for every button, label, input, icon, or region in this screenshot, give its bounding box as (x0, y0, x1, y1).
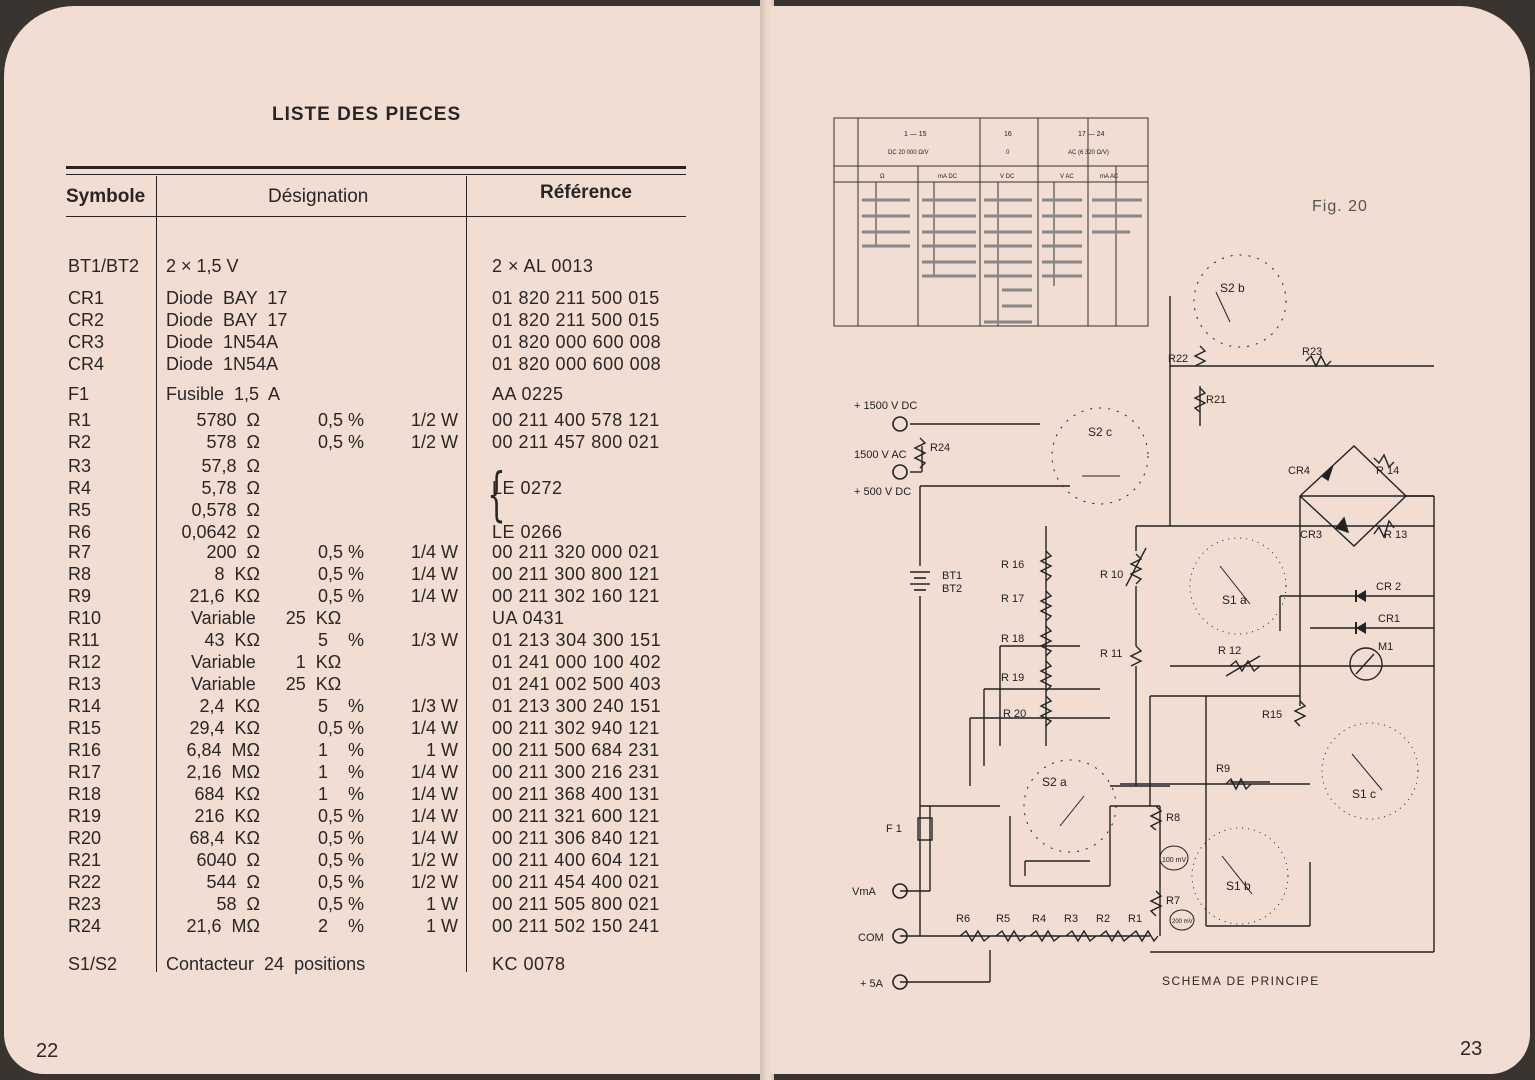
cell-des: Diode BAY 17 (166, 288, 288, 308)
cell-pow: 1/4 W (410, 828, 458, 848)
table-row (4, 256, 764, 278)
cell-val: 0,578 Ω (191, 500, 260, 520)
vma-terminal-label: VmA (852, 886, 876, 898)
cell-ref: 00 211 400 604 121 (492, 850, 660, 870)
cell-val: 6,84 MΩ (186, 740, 260, 760)
cell-val: 216 KΩ (194, 806, 260, 826)
cell-val: 5780 Ω (196, 410, 260, 430)
cell-tol: 0,5 % (318, 718, 365, 738)
svg-text:R22: R22 (1168, 353, 1189, 365)
cell-des: Variable 1 KΩ (166, 652, 342, 672)
cell-sym: R22 (68, 872, 102, 892)
svg-text:CR4: CR4 (1288, 465, 1311, 477)
input-1500v-dc-label: + 1500 V DC (854, 400, 918, 412)
svg-text:R7: R7 (1166, 895, 1181, 907)
cell-sym: R23 (68, 894, 102, 914)
cell-pow: 1/4 W (410, 586, 458, 606)
input-500v-dc-label: + 500 V DC (854, 486, 912, 498)
cell-ref: 00 211 505 800 021 (492, 894, 660, 914)
svg-text:R23: R23 (1302, 346, 1323, 358)
svg-text:R24: R24 (930, 442, 951, 454)
cell-pow: 1/2 W (410, 410, 458, 430)
cell-tol: 0,5 % (318, 828, 365, 848)
column-header-rule (66, 216, 686, 217)
switch-label: S1 c (1352, 787, 1377, 801)
cell-val: 2,4 KΩ (199, 696, 260, 716)
cell-pow: 1/4 W (410, 762, 458, 782)
table-group: 17 — 24 (1078, 131, 1105, 138)
cell-sym: R13 (68, 674, 102, 694)
table-row (4, 332, 764, 354)
cell-pow: 1/3 W (410, 696, 458, 716)
cell-sym: R18 (68, 784, 102, 804)
cell-pow: 1/4 W (410, 564, 458, 584)
table-row (4, 500, 764, 522)
table-row (4, 806, 764, 828)
table-sub: AC (6 320 Ω/V) (1068, 150, 1109, 156)
left-page (4, 6, 764, 1074)
svg-text:R 20: R 20 (1003, 708, 1027, 720)
table-row (4, 384, 764, 406)
cell-val: 6040 Ω (196, 850, 260, 870)
cell-sym: CR1 (68, 288, 105, 308)
cell-sym: S1/S2 (68, 954, 118, 974)
cell-ref: 00 211 300 216 231 (492, 762, 660, 782)
cell-sym: CR3 (68, 332, 105, 352)
page-title: LISTE DES PIECES (272, 104, 462, 125)
cell-pow: 1/3 W (410, 630, 458, 650)
svg-text:R3: R3 (1064, 913, 1079, 925)
cell-tol: 0,5 % (318, 586, 365, 606)
input-1500v-ac-label: 1500 V AC (854, 449, 907, 461)
header-reference: Référence (540, 182, 632, 203)
switch-label: S2 c (1088, 425, 1113, 439)
table-row (4, 850, 764, 872)
table-cell-marks (862, 200, 1142, 322)
rotary-switches (1024, 255, 1418, 924)
table-row (4, 432, 764, 454)
table-row (4, 916, 764, 938)
cell-sym: R16 (68, 740, 102, 760)
table-row (4, 542, 764, 564)
cell-ref: 00 211 320 000 021 (492, 542, 660, 562)
cell-des: Fusible 1,5 A (166, 384, 281, 404)
cell-ref: 2 × AL 0013 (492, 256, 594, 276)
table-row (4, 674, 764, 696)
meter-label: M1 (1378, 641, 1394, 653)
cell-val: 578 Ω (206, 432, 260, 452)
cell-pow: 1 W (425, 916, 458, 936)
table-row (4, 954, 764, 976)
battery-label: BT1 (942, 570, 963, 582)
cell-ref: 01 241 002 500 403 (492, 674, 662, 694)
table-unit: mA DC (938, 174, 958, 180)
table-row (4, 288, 764, 310)
header-symbol: Symbole (66, 186, 146, 207)
cell-pow: 1/2 W (410, 850, 458, 870)
cell-ref: 00 211 502 150 241 (492, 916, 660, 936)
cell-tol: 1 % (318, 762, 365, 782)
table-sub: 0 (1006, 150, 1010, 156)
figure-label: Fig. 20 (1312, 198, 1368, 215)
svg-text:R 12: R 12 (1218, 645, 1242, 657)
5a-terminal-label: + 5A (860, 978, 883, 990)
svg-text:R4: R4 (1032, 913, 1047, 925)
cell-sym: R15 (68, 718, 102, 738)
svg-text:R8: R8 (1166, 812, 1181, 824)
cell-des: Diode 1N54A (166, 332, 279, 352)
fuse-label: F 1 (886, 823, 902, 835)
cell-sym: R20 (68, 828, 102, 848)
cell-ref: 01 241 000 100 402 (492, 652, 662, 672)
cell-tol: 2 % (318, 916, 365, 936)
cell-ref: 00 211 300 800 121 (492, 564, 660, 584)
cell-val: 21,6 MΩ (186, 916, 260, 936)
svg-text:CR1: CR1 (1378, 613, 1401, 625)
table-unit: V DC (1000, 174, 1015, 180)
table-row (4, 630, 764, 652)
header-rule-thin (66, 174, 686, 175)
cell-sym: R6 (68, 522, 92, 542)
table-row (4, 784, 764, 806)
cell-sym: R19 (68, 806, 102, 826)
cell-ref: KC 0078 (492, 954, 566, 974)
cell-sym: R5 (68, 500, 92, 520)
cell-sym: F1 (68, 384, 90, 404)
svg-text:R 16: R 16 (1001, 559, 1025, 571)
battery-label: BT2 (942, 583, 963, 595)
cell-sym: R1 (68, 410, 92, 430)
table-row (4, 872, 764, 894)
cell-sym: R9 (68, 586, 92, 606)
table-row (4, 608, 764, 630)
terminals (893, 417, 907, 989)
cell-ref: 00 211 500 684 231 (492, 740, 660, 760)
table-row (4, 310, 764, 332)
cell-tol: 0,5 % (318, 542, 365, 562)
cell-pow: 1 W (425, 740, 458, 760)
table-row (4, 740, 764, 762)
cell-sym: R21 (68, 850, 102, 870)
cell-val: 5,78 Ω (201, 478, 260, 498)
svg-text:R2: R2 (1096, 913, 1111, 925)
table-row (4, 456, 764, 478)
mv-label: 100 mV (1162, 857, 1187, 864)
cell-ref: 00 211 368 400 131 (492, 784, 660, 804)
cell-val: 57,8 Ω (201, 456, 260, 476)
svg-text:CR 2: CR 2 (1376, 581, 1402, 593)
page-number-right: 23 (1460, 1038, 1483, 1060)
svg-text:R 19: R 19 (1001, 672, 1025, 684)
table-unit: mA AC (1100, 174, 1119, 180)
cell-sym: R2 (68, 432, 92, 452)
svg-text:CR3: CR3 (1300, 529, 1323, 541)
cell-val: 0,0642 Ω (181, 522, 260, 542)
cell-sym: BT1/BT2 (68, 256, 140, 276)
cell-sym: R8 (68, 564, 92, 584)
cell-ref: 00 211 306 840 121 (492, 828, 660, 848)
com-terminal-label: COM (858, 932, 884, 944)
table-row (4, 478, 764, 500)
cell-tol: 5 % (318, 696, 365, 716)
cell-ref: 00 211 321 600 121 (492, 806, 660, 826)
header-designation: Désignation (268, 186, 369, 207)
cell-sym: CR2 (68, 310, 105, 330)
table-row (4, 894, 764, 916)
schematic-diagram (770, 6, 1530, 1074)
table-row (4, 718, 764, 740)
cell-ref: UA 0431 (492, 608, 565, 628)
cell-des: Variable 25 KΩ (166, 674, 342, 694)
cell-pow: 1/4 W (410, 718, 458, 738)
cell-val: 21,6 KΩ (189, 586, 260, 606)
cell-val: 544 Ω (206, 872, 260, 892)
cell-ref: 01 820 000 600 008 (492, 354, 662, 374)
cell-tol: 0,5 % (318, 564, 365, 584)
cell-tol: 5 % (318, 630, 365, 650)
svg-text:R1: R1 (1128, 913, 1143, 925)
cell-pow: 1/2 W (410, 432, 458, 452)
cell-sym: R4 (68, 478, 92, 498)
cell-ref: LE 0272 (492, 478, 563, 498)
table-row (4, 828, 764, 850)
cell-tol: 0,5 % (318, 432, 365, 452)
cell-des: Contacteur 24 positions (166, 954, 366, 974)
svg-text:R 13: R 13 (1384, 529, 1408, 541)
cell-tol: 1 % (318, 784, 365, 804)
cell-ref: 01 213 304 300 151 (492, 630, 662, 650)
table-row (4, 762, 764, 784)
cell-sym: R12 (68, 652, 102, 672)
cell-val: 58 Ω (216, 894, 260, 914)
cell-sym: R3 (68, 456, 92, 476)
diodes (1356, 590, 1366, 634)
switch-label: S1 a (1222, 593, 1247, 607)
cell-ref: 00 211 302 160 121 (492, 586, 660, 606)
cell-pow: 1/4 W (410, 542, 458, 562)
switch-label: S2 a (1042, 775, 1067, 789)
table-row (4, 354, 764, 376)
header-rule-thick (66, 166, 686, 169)
table-row (4, 652, 764, 674)
switch-label: S2 b (1220, 281, 1245, 295)
svg-text:R 11: R 11 (1100, 648, 1123, 660)
svg-text:R 14: R 14 (1376, 465, 1400, 477)
cell-ref: 01 820 000 600 008 (492, 332, 662, 352)
cell-ref: LE 0266 (492, 522, 563, 542)
cell-val: 29,4 KΩ (189, 718, 260, 738)
cell-sym: R24 (68, 916, 102, 936)
table-group: 1 — 15 (904, 131, 927, 138)
table-unit: Ω (880, 174, 885, 180)
cell-des: Diode BAY 17 (166, 310, 288, 330)
cell-tol: 0,5 % (318, 410, 365, 430)
svg-text:R5: R5 (996, 913, 1011, 925)
battery (910, 572, 930, 590)
right-page (770, 6, 1530, 1074)
table-group: 16 (1004, 131, 1012, 138)
cell-val: 43 KΩ (204, 630, 260, 650)
cell-sym: R10 (68, 608, 102, 628)
page-number-left: 22 (36, 1040, 59, 1062)
cell-ref: 00 211 457 800 021 (492, 432, 660, 452)
cell-sym: R14 (68, 696, 102, 716)
cell-ref: 00 211 454 400 021 (492, 872, 660, 892)
cell-pow: 1 W (425, 894, 458, 914)
cell-pow: 1/4 W (410, 806, 458, 826)
cell-sym: R7 (68, 542, 92, 562)
table-sub: DC 20 000 Ω/V (888, 150, 929, 156)
table-row (4, 522, 764, 544)
cell-pow: 1/4 W (410, 784, 458, 804)
cell-sym: R17 (68, 762, 102, 782)
cell-des: 2 × 1,5 V (166, 256, 239, 276)
cell-ref: 01 820 211 500 015 (492, 288, 660, 308)
table-row (4, 564, 764, 586)
cell-val: 684 KΩ (194, 784, 260, 804)
cell-tol: 0,5 % (318, 872, 365, 892)
cell-ref: 00 211 302 940 121 (492, 718, 660, 738)
component-labels (930, 346, 1407, 925)
brace-symbol: { (487, 460, 506, 528)
svg-text:R6: R6 (956, 913, 971, 925)
mv-label: 200 mV (1172, 919, 1193, 925)
table-unit: V AC (1060, 174, 1074, 180)
schematic-caption: SCHEMA DE PRINCIPE (1162, 974, 1320, 988)
cell-ref: 01 213 300 240 151 (492, 696, 662, 716)
switch-label: S1 b (1226, 879, 1251, 893)
table-row (4, 586, 764, 608)
cell-des: Variable 25 KΩ (166, 608, 342, 628)
cell-tol: 0,5 % (318, 850, 365, 870)
svg-text:R9: R9 (1216, 763, 1231, 775)
svg-text:R21: R21 (1206, 394, 1227, 406)
svg-text:R 18: R 18 (1001, 633, 1025, 645)
cell-pow: 1/2 W (410, 872, 458, 892)
resistors (915, 346, 1331, 941)
cell-ref: AA 0225 (492, 384, 564, 404)
cell-tol: 0,5 % (318, 806, 365, 826)
table-row (4, 410, 764, 432)
svg-text:R 10: R 10 (1100, 569, 1124, 581)
cell-val: 200 Ω (206, 542, 260, 562)
svg-text:R 17: R 17 (1001, 593, 1025, 605)
cell-val: 2,16 MΩ (186, 762, 260, 782)
cell-tol: 1 % (318, 740, 365, 760)
cell-val: 8 KΩ (214, 564, 260, 584)
cell-val: 68,4 KΩ (189, 828, 260, 848)
cell-des: Diode 1N54A (166, 354, 279, 374)
cell-sym: CR4 (68, 354, 105, 374)
cell-ref: 00 211 400 578 121 (492, 410, 660, 430)
wiring (900, 296, 1434, 982)
cell-ref: 01 820 211 500 015 (492, 310, 660, 330)
svg-text:R15: R15 (1262, 709, 1283, 721)
cell-sym: R11 (68, 630, 100, 650)
table-row (4, 696, 764, 718)
cell-tol: 0,5 % (318, 894, 365, 914)
